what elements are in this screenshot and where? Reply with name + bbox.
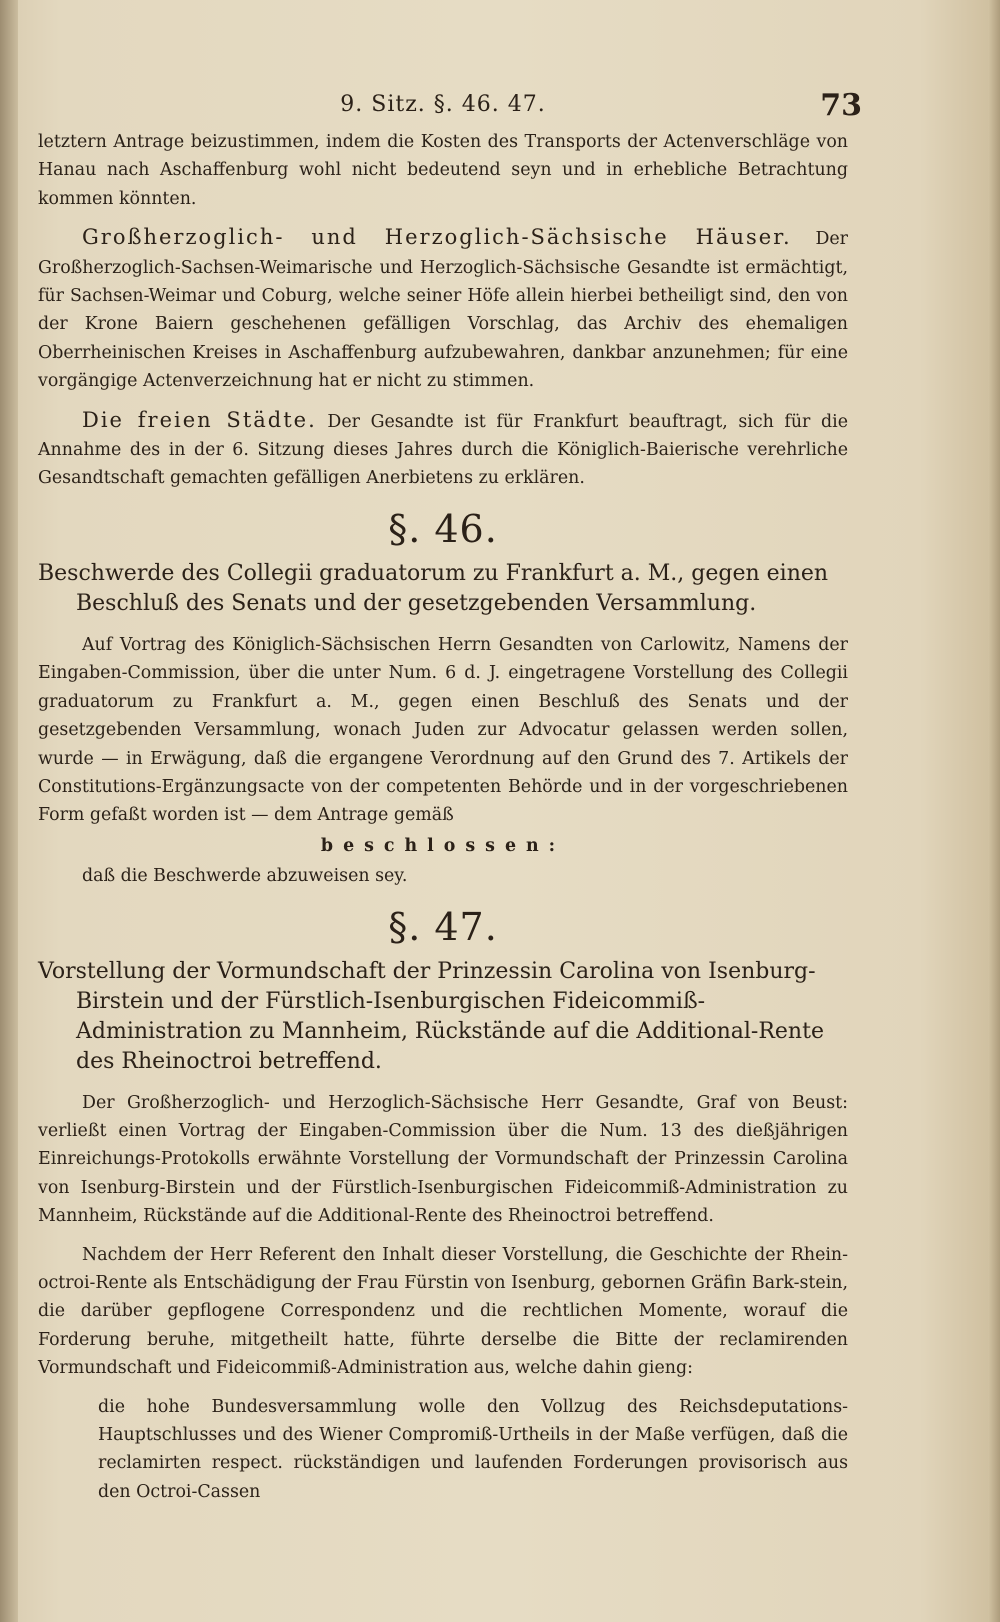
section-47-request: die hohe Bundesversammlung wolle den Vollzug des Reichsdeputations-Hauptschlusses und des Wiener Compromiß-Urtheils in der Maße verfügen, daß die reclamirten respect. rückständigen und laufenden Forderungen provisorisch aus den Octroi-Cassen — [98, 1396, 848, 1502]
section-46-number: §. 46. — [388, 506, 498, 551]
section-47-number: §. 47. — [388, 904, 498, 949]
page-edge — [988, 0, 1000, 1622]
running-title: 9. Sitz. §. 46. 47. — [340, 92, 546, 117]
paragraph-free-cities — [38, 406, 848, 493]
binding-shadow — [0, 0, 18, 1622]
section-46-resolved: beschlossen: — [320, 835, 566, 856]
section-47-title: Vorstellung der Vormundschaft der Prinzessin Carolina von Isenburg-Birstein und der Fürstlich-Isenburgischen Fideicommiß-Administration zu Mannheim, Rückstände auf die Additional-Rente des Rheinoctroi betreffend. — [38, 958, 824, 1074]
free-cities-body: Der Gesandte ist für Frankfurt beauftragt, sich für die Annahme des in der 6. Sitzung dieses Jahres durch die Königlich-Baierische verehrliche Gesandtschaft gemachten gefälligen Anerbietens zu erklären. — [38, 411, 848, 489]
section-46-decision: daß die Beschwerde abzuweisen sey. — [82, 866, 408, 887]
page-header — [38, 88, 862, 128]
saxon-houses-body: Der Großherzoglich-Sachsen-Weimarische und Herzoglich-Sächsische Gesandte ist ermächtigt, für Sachsen-Weimar und Coburg, welche seiner Höfe allein hierbei betheiligt sind, den von der Krone Baiern geschehenen gefälligen Vorschlag, das Archiv des ehemaligen Oberrheinischen Kreises in Aschaffenburg aufzubewahren, dankbar anzunehmen; für eine vorgängige Actenverzeichnung hat er nicht zu stimmen. — [38, 229, 848, 392]
paragraph-continuation: letztern Antrage beizustimmen, indem die Kosten des Transports der Actenverschläge von Hanau nach Aschaffenburg wohl nicht bedeutend seyn und in erhebliche Betrachtung kommen könnten. — [38, 132, 848, 209]
text-block — [38, 88, 862, 1506]
free-cities-heading: Die freien Städte. — [82, 407, 317, 432]
section-46-title: Beschwerde des Collegii graduatorum zu Frankfurt a. M., gegen einen Beschluß des Senats und der gesetzgebenden Versammlung. — [38, 560, 829, 616]
page-number: 73 — [820, 88, 862, 123]
saxon-houses-heading: Großherzoglich- und Herzoglich-Sächsische Häuser. — [82, 225, 792, 250]
paragraph-saxon-houses — [38, 223, 848, 395]
section-47-body-1: Der Großherzoglich- und Herzoglich-Sächsische Herr Gesandte, Graf von Beust: verließt einen Vortrag der Eingaben-Commission über die Num. 13 des dießjährigen Einreichungs-Protokolls erwähnte Vorstellung der Vormundschaft der Prinzessin Carolina von Isenburg-Birstein und der Fürstlich-Isenburgischen Fideicommiß-Administration zu Mannheim, Rückstände auf die Additional-Rente des Rheinoctroi betreffend. — [38, 1092, 848, 1227]
section-46-body: Auf Vortrag des Königlich-Sächsischen Herrn Gesandten von Carlowitz, Namens der Eingaben-Commission, über die unter Num. 6 d. J. eingetragene Vorstellung des Collegii graduatorum zu Frankfurt a. M., gegen einen Beschluß des Senats und der gesetzgebenden Versammlung, wonach Juden zur Advocatur gelassen werden sollen, wurde — in Erwägung, daß die ergangene Verordnung auf den Grund des 7. Artikels der Constitutions-Ergänzungsacte von der competenten Behörde und in der vorgeschriebenen Form gefaßt worden ist — dem Antrage gemäß — [38, 634, 848, 826]
section-47-body-2: Nachdem der Herr Referent den Inhalt dieser Vorstellung, die Geschichte der Rhein-octroi-Rente als Entschädigung der Frau Fürstin von Isenburg, gebornen Gräfin Bark-stein, die darüber gepflogene Correspondenz und die rechtlichen Momente, worauf die Forderung beruhe, mitgetheilt hatte, führte derselbe die Bitte der reclamirenden Vormundschaft und Fideicommiß-Administration aus, welche dahin gieng: — [38, 1244, 848, 1379]
